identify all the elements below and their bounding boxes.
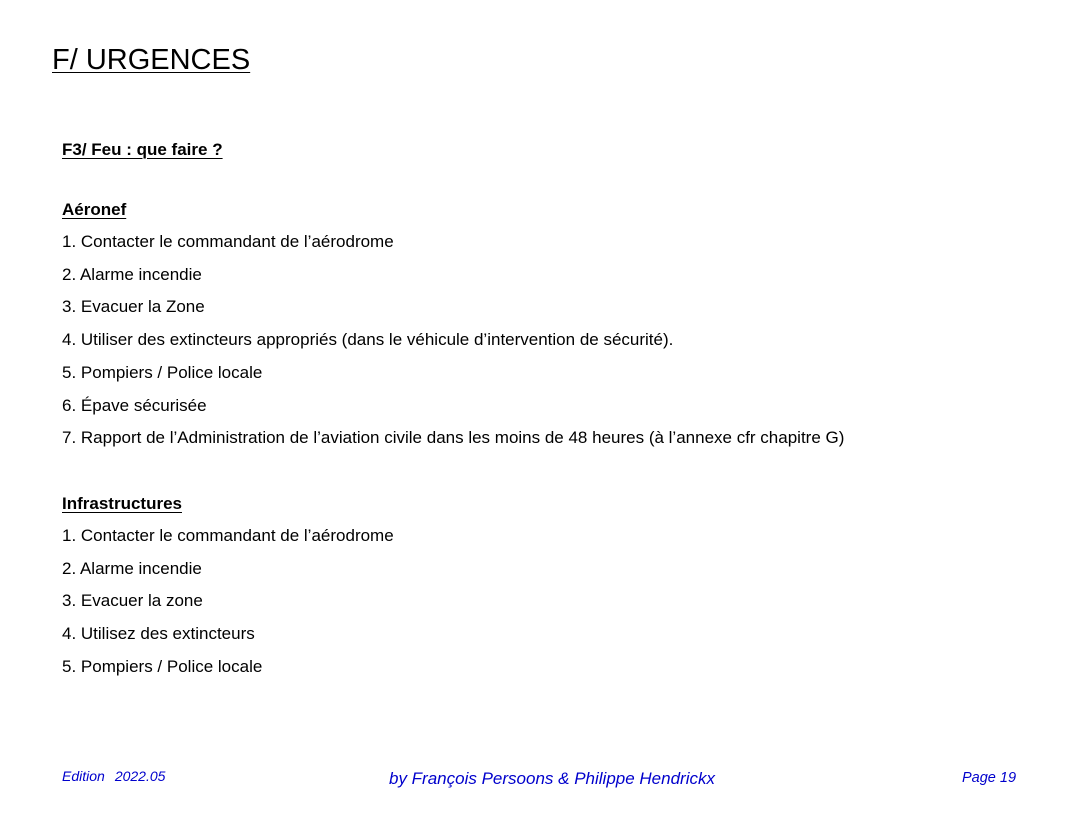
list-item: 5. Pompiers / Police locale bbox=[62, 656, 263, 676]
page-number: Page 19 bbox=[962, 770, 1017, 786]
list-item: 5. Pompiers / Police locale bbox=[62, 362, 263, 382]
list-item: 7. Rapport de l’Administration de l’aviation civile dans les moins de 48 heures (à l’annexe cfr chapitre G) bbox=[62, 428, 845, 448]
aeronef-step-list bbox=[62, 226, 844, 455]
list-item: 4. Utiliser des extincteurs appropriés (dans le véhicule d’intervention de sécurité). bbox=[62, 330, 674, 350]
infrastructures-step-list bbox=[62, 520, 394, 684]
list-item: 1. Contacter le commandant de l’aérodrome bbox=[62, 232, 394, 251]
edition-label: Edition bbox=[62, 768, 105, 784]
list-item: 6. Épave sécurisée bbox=[62, 395, 207, 415]
footer-authors: by François Persoons & Philippe Hendrickx bbox=[389, 769, 715, 788]
footer-edition bbox=[62, 768, 165, 784]
section-heading: F3/ Feu : que faire ? bbox=[62, 140, 223, 159]
list-item: 2. Alarme incendie bbox=[62, 558, 202, 578]
subheading-aeronef: Aéronef bbox=[62, 200, 127, 219]
list-item: 3. Evacuer la Zone bbox=[62, 297, 205, 317]
subheading-infrastructures: Infrastructures bbox=[62, 494, 182, 513]
edition-value: 2022.05 bbox=[114, 768, 166, 784]
list-item: 4. Utilisez des extincteurs bbox=[62, 624, 255, 644]
page-title: F/ URGENCES bbox=[52, 44, 251, 76]
list-item: 3. Evacuer la zone bbox=[62, 591, 203, 611]
list-item: 1. Contacter le commandant de l’aérodrome bbox=[62, 526, 394, 545]
list-item: 2. Alarme incendie bbox=[62, 264, 202, 284]
